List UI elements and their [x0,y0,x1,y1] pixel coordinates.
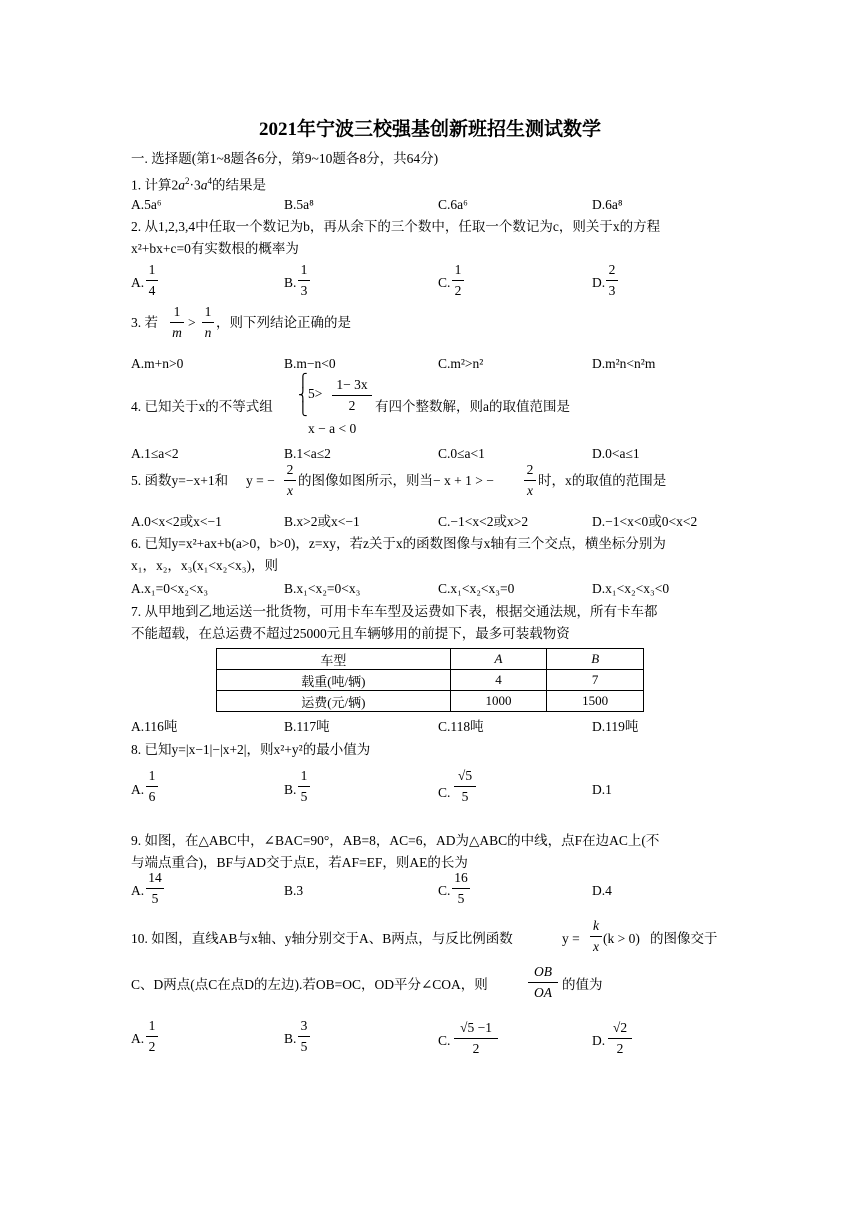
q7-option-c[interactable]: C.118吨 [438,719,484,734]
table-cell: 1500 [547,691,644,712]
q6-option-c[interactable]: C.x₁<x₂<x₃=0 [438,581,515,596]
question-1: 1. 计算$2a^2\cdot 3a^4$的结果是 [131,176,266,193]
q3-prefix: 3. 若 [131,315,158,330]
q4-brace: ⎧ ⎨ ⎩ [298,373,308,416]
q2-option-a[interactable]: A. [131,275,145,290]
q8-b-fraction: 1 5 [298,768,310,805]
q5-option-d[interactable]: D.−1<x<0或0<x<2 [592,514,698,529]
q4-cond2: x − a < 0 [308,421,357,436]
q10-eq: y = [562,931,580,946]
q10-option-c[interactable]: C. [438,1033,451,1048]
q8-c-fraction: √5 5 [454,768,476,805]
q9-option-c[interactable]: C. [438,883,451,898]
q6-option-b[interactable]: B.x₁<x₂=0<x₃ [284,581,361,596]
q1-option-d[interactable]: D.6a⁸ [592,197,623,212]
q3-option-a[interactable]: A.m+n>0 [131,356,184,371]
q9-option-b[interactable]: B.3 [284,883,304,898]
q2-option-c[interactable]: C. [438,275,451,290]
q9-line1: 9. 如图，在△ABC中，∠BAC=90°，AB=8，AC=6，AD为△ABC的中线，点F在边AC上(不 [131,833,660,848]
table-row [217,670,644,691]
table-header-row [217,649,644,670]
q2-b-fraction: 1 3 [298,262,310,299]
q4-cond1-left: 5> [308,386,323,401]
q10-option-d[interactable]: D. [592,1033,606,1048]
table-cell: 载重(吨/辆) [217,670,451,691]
q10-fraction-k: k x [590,918,602,955]
q1-stem-b: ·3 [189,177,201,193]
q4-prefix: 4. 已知关于x的不等式组 [131,399,273,414]
q4-cond1-fraction: 1− 3x 2 [332,377,372,414]
q8-option-c[interactable]: C. [438,785,451,800]
q2-c-fraction: 1 2 [452,262,464,299]
q10-d-fraction: √2 2 [608,1020,632,1057]
q9-a-fraction: 14 5 [146,870,164,907]
q8-option-b[interactable]: B. [284,782,297,797]
q6-option-a[interactable]: A.x₁=0<x₂<x₃ [131,581,209,596]
q4-option-d[interactable]: D.0<a≤1 [592,446,640,461]
q8-stem: 8. 已知y=|x−1|−|x+2|，则x²+y²的最小值为 [131,742,371,757]
q10-a-fraction: 1 2 [146,1018,158,1055]
q2-d-fraction: 2 3 [606,262,618,299]
q10-option-a[interactable]: A. [131,1031,145,1046]
table-header-cell: 车型 [217,649,451,670]
q5-suffix: 时，x的取值的范围是 [538,473,667,488]
table-cell: 1000 [450,691,547,712]
q7-line2: 不能超载，在总运费不超过25000元且车辆够用的前提下，最多可装载物资 [131,626,570,641]
q9-option-d[interactable]: D.4 [592,883,612,898]
q10-line2-tail: 的值为 [562,977,603,992]
q10-cond: (k > 0) [603,931,640,946]
table-row [217,691,644,712]
q3-fraction-1: 1 m [170,304,184,341]
q7-option-b[interactable]: B.117吨 [284,719,330,734]
section-heading: 一. 选择题(第1~8题各6分，第9~10题各8分，共64分) [131,151,439,166]
q8-option-a[interactable]: A. [131,782,145,797]
q10-line2: C、D两点(点C在点D的左边).若OB=OC，OD平分∠COA，则 [131,977,488,992]
q8-a-fraction: 1 6 [146,768,158,805]
q3-fraction-2: 1 n [202,304,214,341]
q7-option-d[interactable]: D.119吨 [592,719,639,734]
q10-line1-tail: 的图像交于 [650,931,718,946]
q4-option-b[interactable]: B.1<a≤2 [284,446,331,461]
q2-line2: x²+bx+c=0有实数根的概率为 [131,241,299,256]
table-cell: 4 [450,670,547,691]
q9-line2: 与端点重合)，BF与AD交于点E，若AF=EF，则AE的长为 [131,855,468,870]
q1-stem-c: 的结果是 [212,177,266,193]
q6-option-d[interactable]: D.x₁<x₂<x₃<0 [592,581,670,596]
q1-stem-a: 1. 计算2 [131,177,179,193]
q5-prefix: 5. 函数y=−x+1和 [131,473,229,488]
q3-gt: > [188,315,196,330]
q7-freight-table [216,648,644,712]
q3-suffix: ，则下列结论正确的是 [216,315,351,330]
q5-eq: y = − [246,473,275,488]
q10-c-fraction: √5 −1 2 [454,1020,498,1057]
q4-option-c[interactable]: C.0≤a<1 [438,446,485,461]
q5-mid: 的图像如图所示，则当− x + 1 > − [298,473,494,488]
q10-line1: 10. 如图，直线AB与x轴、y轴分别交于A、B两点，与反比例函数 [131,931,513,946]
q2-option-d[interactable]: D. [592,275,606,290]
q2-option-b[interactable]: B. [284,275,297,290]
q6-line1: 6. 已知y=x²+ax+b(a>0，b>0)，z=xy，若z关于x的函数图像与x轴有三个交点，横坐标分别为 [131,536,666,551]
q1-option-a[interactable]: A.5a⁶ [131,197,162,212]
q1-option-c[interactable]: C.6a⁶ [438,197,468,212]
q3-option-d[interactable]: D.m²n<n²m [592,356,656,371]
q3-option-c[interactable]: C.m²>n² [438,356,484,371]
q9-option-a[interactable]: A. [131,883,145,898]
q5-option-b[interactable]: B.x>2或x<−1 [284,514,360,529]
q5-option-a[interactable]: A.0<x<2或x<−1 [131,514,222,529]
q10-option-b[interactable]: B. [284,1031,297,1046]
q2-a-fraction: 1 4 [146,262,158,299]
table-header-cell: A [450,649,547,670]
q3-option-b[interactable]: B.m−n<0 [284,356,336,371]
q5-option-c[interactable]: C.−1<x<2或x>2 [438,514,529,529]
q8-option-d[interactable]: D.1 [592,782,612,797]
page-title: 2021年宁波三校强基创新班招生测试数学 [258,119,601,140]
q4-suffix: 有四个整数解，则a的取值范围是 [375,399,570,414]
q4-option-a[interactable]: A.1≤a<2 [131,446,179,461]
q7-option-a[interactable]: A.116吨 [131,719,178,734]
q7-line1: 7. 从甲地到乙地运送一批货物，可用卡车车型及运费如下表，根据交通法规，所有卡车都 [131,604,658,619]
q6-line2: x₁，x₂，x₃(x₁<x₂<x₃)，则 [131,558,278,573]
q2-line1: 2. 从1,2,3,4中任取一个数记为b，再从余下的三个数中，任取一个数记为c，则关于x的方程 [131,219,661,234]
table-cell: 运费(元/辆) [217,691,451,712]
q5-fraction-2: 2 x [524,462,536,499]
q5-fraction-1: 2 x [284,462,296,499]
table-header-cell: B [547,649,644,670]
q9-c-fraction: 16 5 [452,870,470,907]
table-cell: 7 [547,670,644,691]
q10-ratio-fraction: OB OA [528,964,558,1001]
q1-option-b[interactable]: B.5a⁸ [284,197,314,212]
q10-b-fraction: 3 5 [298,1018,310,1055]
